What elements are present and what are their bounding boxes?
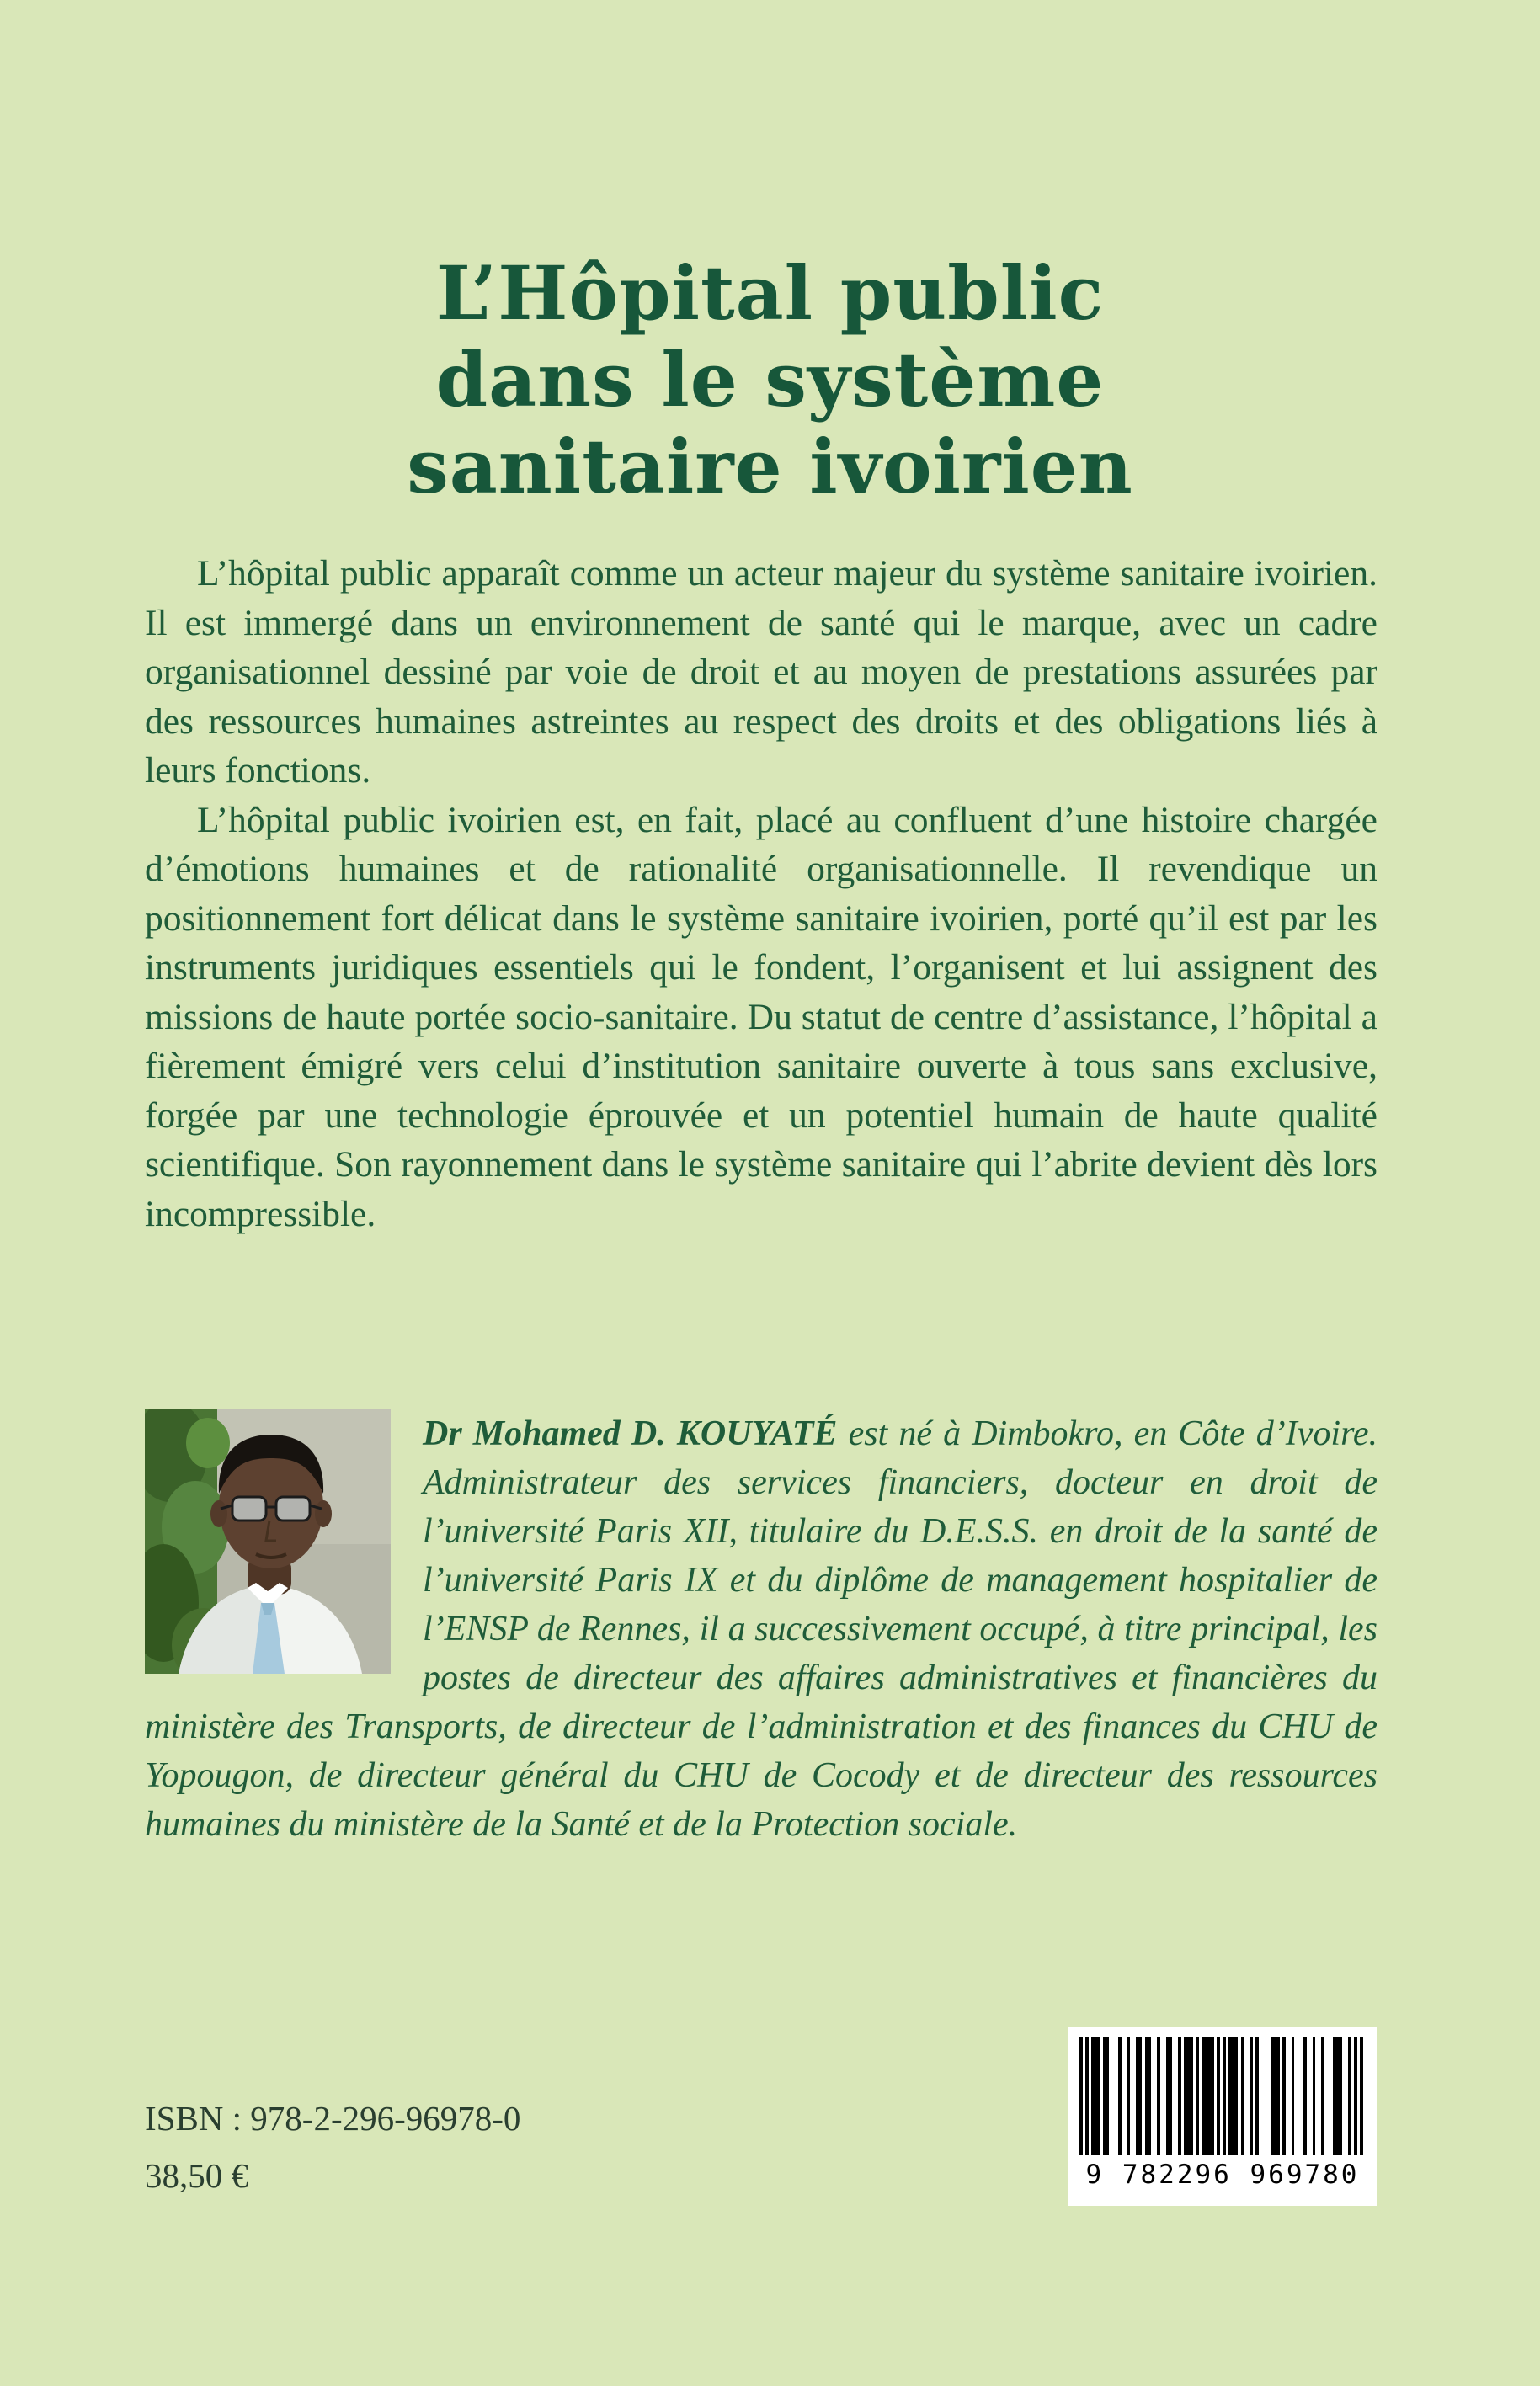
price-line: 38,50 € — [145, 2156, 248, 2195]
author-bio-text: est né à Dimbokro, en Côte d’Ivoire. Administrateur des services financiers, docteur en droit de l’université Paris XII, titulaire du D.E.S.S. en droit de la santé de l’université Paris IX et du diplôme de management hospitalier de l’ENSP de Rennes, il a successivement occupé, à titre principal, les postes de directeur des affaires administratives et financières du ministère des Transports, de directeur de l’administration et des finances du CHU de Yopougon, de directeur général du CHU de Cocody et de directeur des ressources humaines du ministère de la Santé et de la Protection sociale. — [145, 1414, 1377, 1844]
barcode-bar-module — [1360, 2037, 1363, 2155]
author-portrait-illustration — [145, 1409, 391, 1674]
summary-paragraph-2: L’hôpital public ivoirien est, en fait, placé au confluent d’une histoire chargée d’émotions humaines et de rationalité organisationnelle. Il revendique un positionnement fort délicat dans le système sanitaire ivoirien, porté qu’il est par les instruments juridiques essentiels qui le fondent, l’organisent et lui assignent des missions de haute portée socio-sanitaire. Du statut de centre d’assistance, l’hôpital a fièrement émigré vers celui d’institution sanitaire ouverte à tous sans exclusive, forgée par une technologie éprouvée et un potentiel humain de haute qualité scientifique. Son rayonnement dans le système sanitaire qui l’abrite devient dès lors incompressible. — [145, 799, 1377, 1234]
book-title — [0, 250, 1540, 510]
isbn-line: ISBN : 978-2-296-96978-0 — [145, 2099, 521, 2138]
barcode-bars — [1079, 2037, 1366, 2155]
author-name: Dr Mohamed D. KOUYATÉ — [423, 1414, 838, 1453]
barcode — [1068, 2027, 1377, 2206]
author-bio — [145, 1409, 1377, 1849]
title-line-1: L’Hôpital public — [435, 248, 1105, 337]
back-cover-summary — [145, 549, 1377, 1238]
author-photo — [145, 1409, 391, 1674]
summary-paragraph-1: L’hôpital public apparaît comme un acteur majeur du système sanitaire ivoirien. Il est immergé dans un environnement de santé qui le marque, avec un cadre organisationnel dessiné par voie de droit et au moyen de prestations assurées par des ressources humaines astreintes au respect des droits et des obligations liés à leurs fonctions. — [145, 553, 1377, 791]
title-line-2: dans le système — [435, 335, 1105, 423]
title-line-3: sanitaire ivoirien — [407, 422, 1133, 510]
barcode-digits: 9 782296 969780 — [1085, 2160, 1360, 2190]
